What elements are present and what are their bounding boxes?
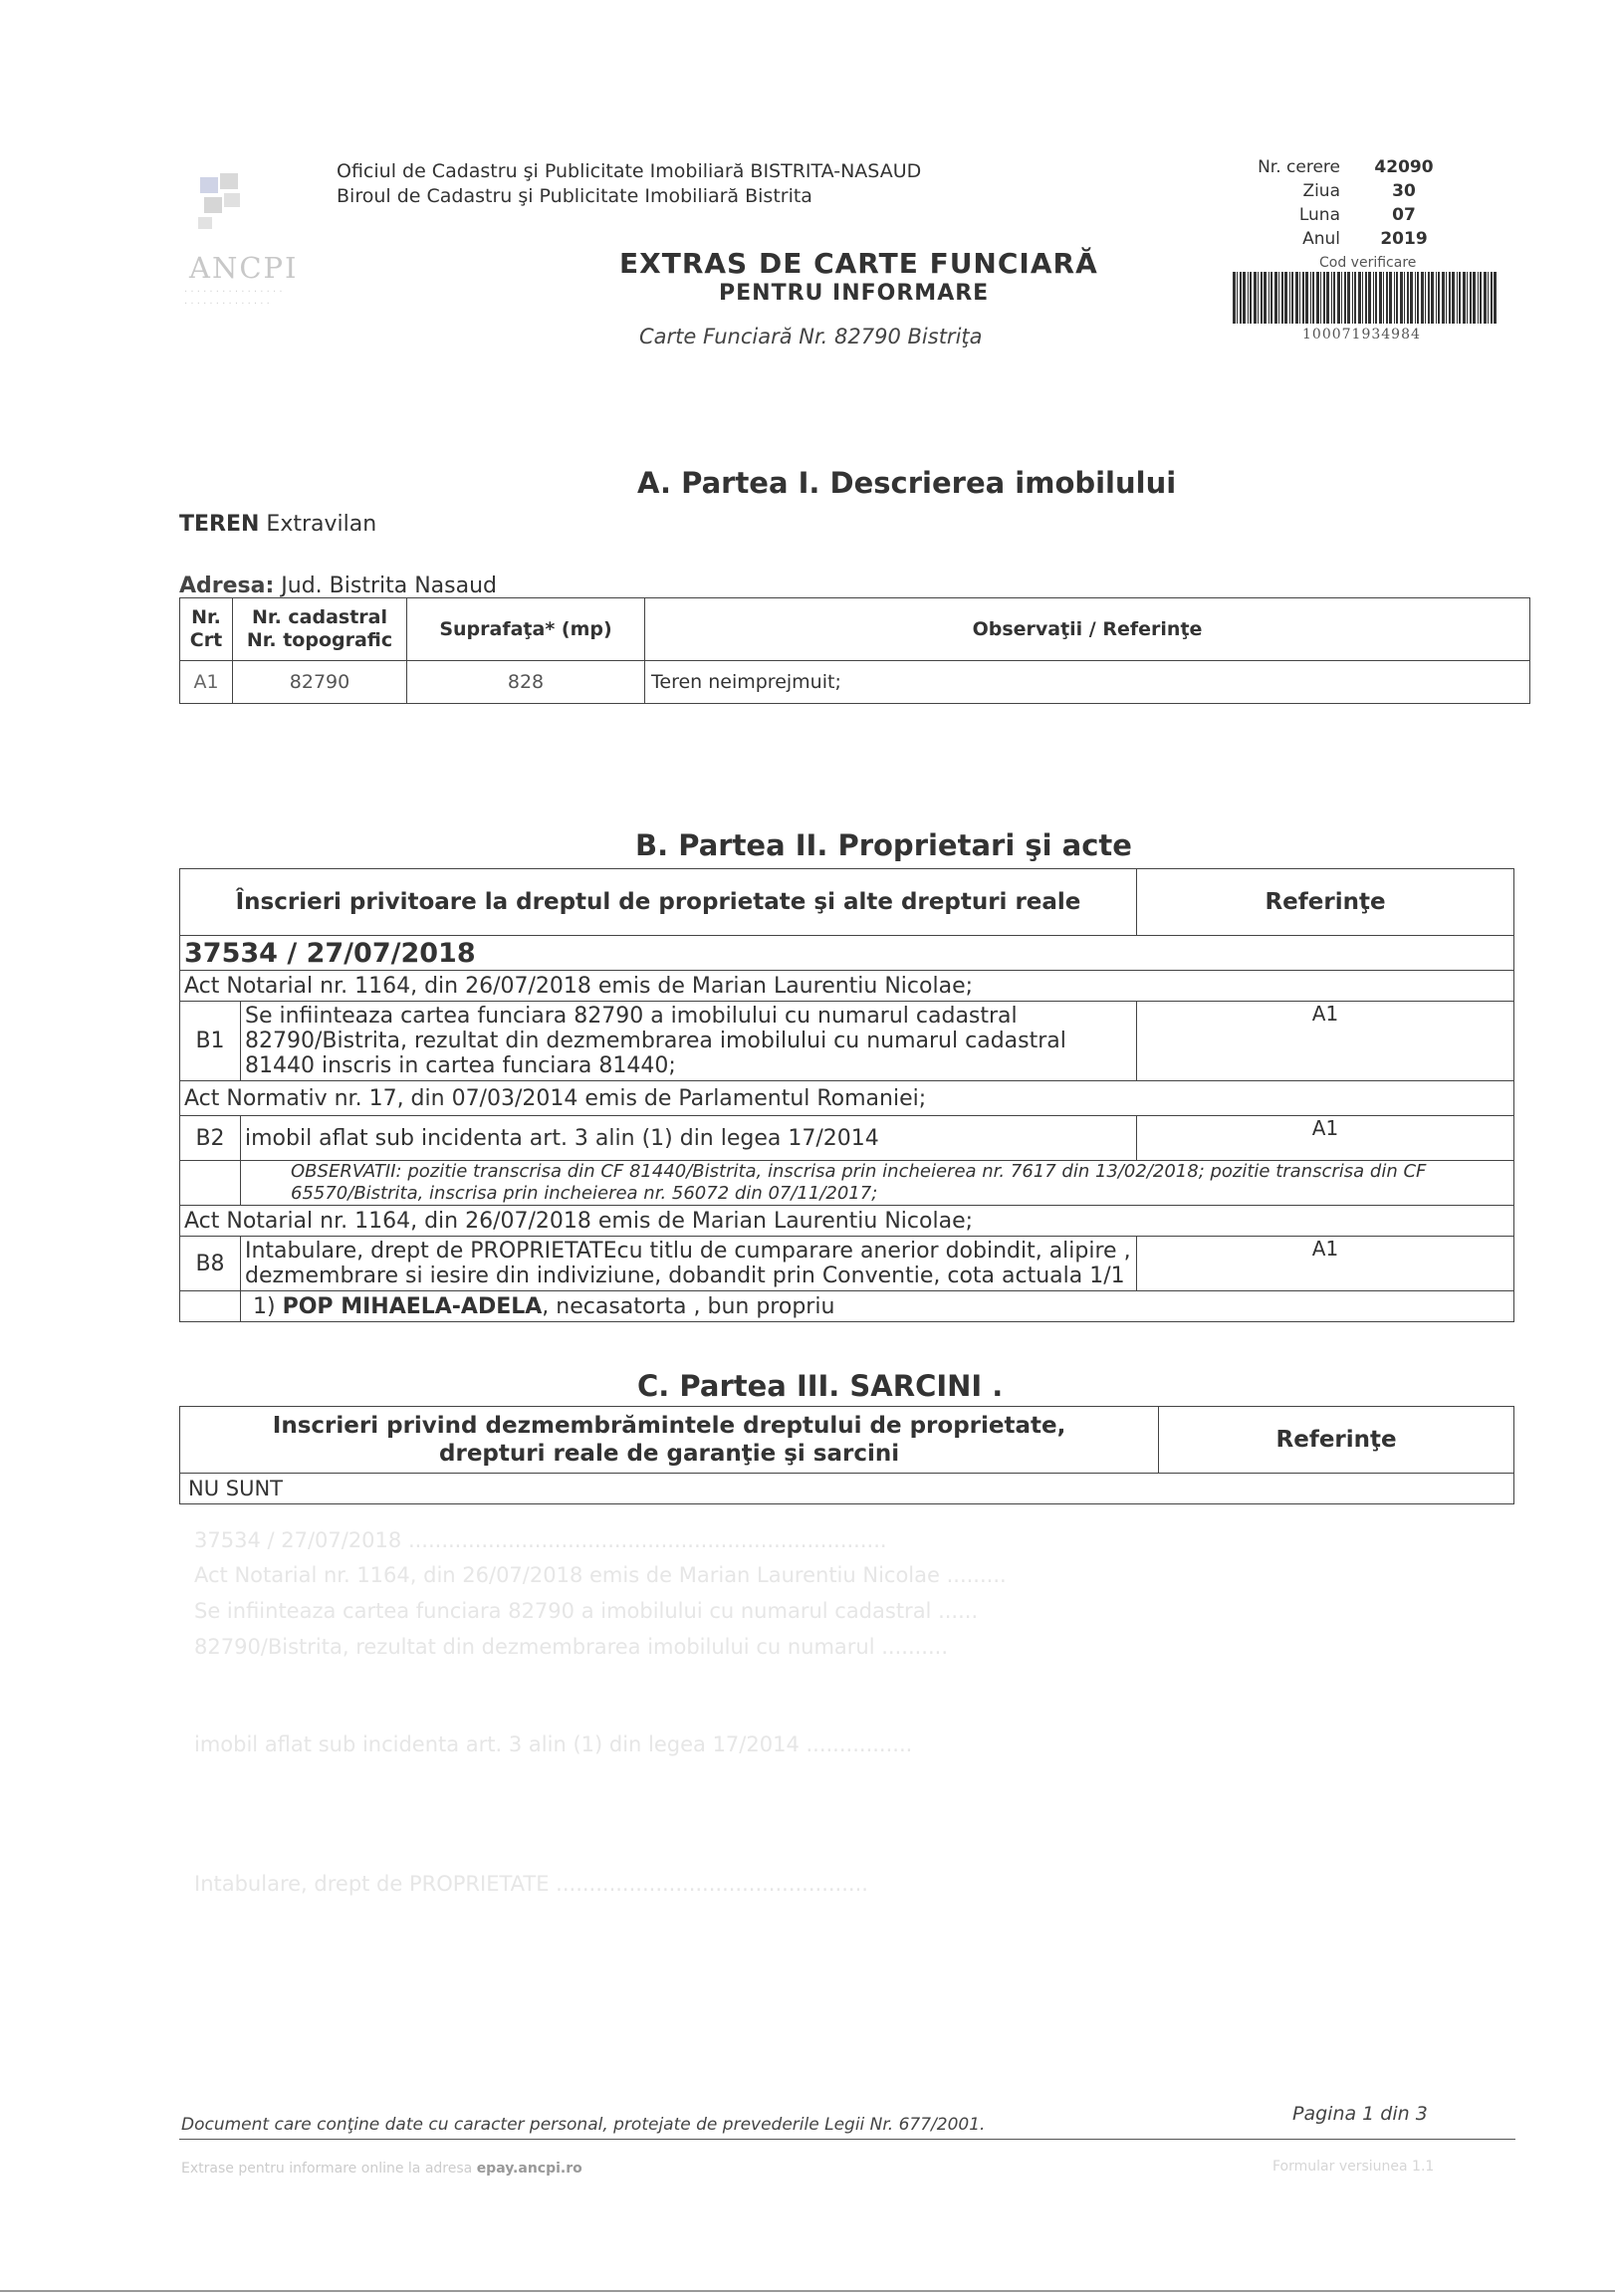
col-sarcini: Inscrieri privind dezmembrămintele dreptului de proprietate, drepturi reale de garanţie şi sarcini xyxy=(180,1407,1159,1474)
empty-cell xyxy=(180,1161,241,1206)
document-title: EXTRAS DE CARTE FUNCIARĂ xyxy=(619,247,1098,280)
part-c-title: C. Partea III. SARCINI . xyxy=(637,1369,1004,1403)
carte-funciara-number: Carte Funciară Nr. 82790 Bistriţa xyxy=(639,325,983,348)
barcode-bar xyxy=(1478,272,1479,324)
entry-ref-b2: A1 xyxy=(1137,1116,1514,1161)
teren-bold: TEREN xyxy=(179,512,260,537)
barcode-bar xyxy=(1352,272,1353,324)
ghost-text: Intabulare, drept de PROPRIETATE ............................................... xyxy=(194,1872,868,1896)
barcode-bar xyxy=(1326,272,1329,324)
entry-id-b1: B1 xyxy=(180,1002,241,1081)
barcode-bar xyxy=(1431,272,1434,324)
col-suprafata: Suprafaţa* (mp) xyxy=(407,598,645,661)
table-row xyxy=(180,1161,1514,1206)
footer-note: Document care conţine date cu caracter personal, protejate de prevederile Legii Nr. 677/2001. xyxy=(181,2115,986,2135)
barcode-bar xyxy=(1386,272,1388,324)
barcode-bar xyxy=(1459,272,1461,324)
barcode-bar xyxy=(1233,272,1236,324)
barcode-bar xyxy=(1278,272,1279,324)
ghost-text: imobil aflat sub incidenta art. 3 alin (1) din legea 17/2014 ................ xyxy=(194,1732,913,1756)
barcode-bar xyxy=(1480,272,1482,324)
cell-suprafata: 828 xyxy=(407,661,645,704)
part-a-title: A. Partea I. Descrierea imobilului xyxy=(637,466,1177,500)
barcode-bar xyxy=(1396,272,1398,324)
act-notarial-2: Act Notarial nr. 1164, din 26/07/2018 emis de Marian Laurentiu Nicolae; xyxy=(180,1206,1514,1237)
entry-ref-b1: A1 xyxy=(1137,1002,1514,1081)
empty-cell xyxy=(180,1291,241,1322)
barcode-bar xyxy=(1425,272,1426,324)
barcode-bar xyxy=(1362,272,1363,324)
barcode-bar xyxy=(1291,272,1293,324)
barcode-bar xyxy=(1243,272,1246,324)
barcode-bar xyxy=(1446,272,1447,324)
col-observatii: Observaţii / Referinţe xyxy=(645,598,1530,661)
request-value: 07 xyxy=(1392,205,1416,225)
barcode-bar xyxy=(1258,272,1259,324)
entry-ref-b8: A1 xyxy=(1137,1237,1514,1291)
table-row xyxy=(180,1116,1514,1161)
table-row xyxy=(180,1002,1514,1081)
part-c-table xyxy=(179,1406,1514,1504)
owner-line xyxy=(241,1291,1514,1322)
barcode-bar xyxy=(1320,272,1321,324)
col-inscrieri: Înscrieri privitoare la dreptul de proprietate şi alte drepturi reale xyxy=(180,869,1137,936)
barcode-bar xyxy=(1389,272,1392,324)
office-line-2: Biroul de Cadastru şi Publicitate Imobiliară Bistrita xyxy=(337,185,812,207)
request-value: 2019 xyxy=(1380,229,1428,249)
request-value: 42090 xyxy=(1374,157,1434,177)
barcode-bar xyxy=(1299,272,1300,324)
barcode-bar xyxy=(1323,272,1325,324)
entry-id-b2: B2 xyxy=(180,1116,241,1161)
act-notarial-1: Act Notarial nr. 1164, din 26/07/2018 emis de Marian Laurentiu Nicolae; xyxy=(180,971,1514,1002)
owner-details: , necasatorta , bun propriu xyxy=(542,1293,835,1319)
barcode-bar xyxy=(1254,272,1257,324)
table-row xyxy=(180,661,1530,704)
barcode-bar xyxy=(1428,272,1430,324)
observatii-note: OBSERVATII: pozitie transcrisa din CF 81440/Bistrita, inscrisa prin incheierea nr. 7617 din 13/02/2018; pozitie transcrisa din CF 65570/Bistrita, inscrisa prin incheierea nr. 56072 din 07/11/2017; xyxy=(241,1161,1514,1206)
barcode-bar xyxy=(1347,272,1350,324)
barcode-bar xyxy=(1354,272,1356,324)
barcode-bar xyxy=(1240,272,1242,324)
barcode-bar xyxy=(1368,272,1371,324)
barcode-bar xyxy=(1473,272,1476,324)
cell-cadastral: 82790 xyxy=(233,661,407,704)
barcode-bar xyxy=(1312,272,1314,324)
entry-number: 37534 / 27/07/2018 xyxy=(180,936,1514,971)
ancpi-logo-icon xyxy=(194,169,262,239)
barcode-bar xyxy=(1274,272,1277,324)
request-label: Anul xyxy=(1302,229,1340,249)
entry-id-b8: B8 xyxy=(180,1237,241,1291)
barcode-bar xyxy=(1341,272,1342,324)
barcode-bar xyxy=(1344,272,1346,324)
table-row xyxy=(180,1081,1514,1116)
teren-type: Extravilan xyxy=(259,512,377,537)
barcode xyxy=(1233,272,1500,324)
barcode-bar xyxy=(1365,272,1367,324)
part-b-table xyxy=(179,868,1514,1322)
part-b-title: B. Partea II. Proprietari şi acte xyxy=(635,828,1132,862)
act-normativ: Act Normativ nr. 17, din 07/03/2014 emis de Parlamentul Romaniei; xyxy=(180,1081,1514,1116)
barcode-bar xyxy=(1237,272,1238,324)
table-row xyxy=(180,971,1514,1002)
footer-divider xyxy=(179,2139,1515,2140)
barcode-bar xyxy=(1250,272,1252,324)
request-label: Ziua xyxy=(1302,181,1340,201)
logo-text: ANCPI xyxy=(189,251,299,285)
entry-text-b2: imobil aflat sub incidenta art. 3 alin (1) din legea 17/2014 xyxy=(241,1116,1137,1161)
document-subtitle: PENTRU INFORMARE xyxy=(719,281,990,306)
cell-nr: A1 xyxy=(180,661,233,704)
owner-name: POP MIHAELA-ADELA xyxy=(282,1293,543,1319)
barcode-bar xyxy=(1305,272,1308,324)
barcode-bar xyxy=(1417,272,1419,324)
col-nr-crt: Nr. Crt xyxy=(180,598,233,661)
barcode-bar xyxy=(1470,272,1472,324)
barcode-bar xyxy=(1295,272,1298,324)
barcode-bar xyxy=(1404,272,1405,324)
cod-verificare-label: Cod verificare xyxy=(1319,255,1417,271)
col-referinte-c: Referinţe xyxy=(1159,1407,1514,1474)
request-label: Nr. cerere xyxy=(1258,157,1340,177)
table-row xyxy=(180,936,1514,971)
table-row xyxy=(180,1291,1514,1322)
form-version: Formular versiunea 1.1 xyxy=(1272,2159,1435,2175)
barcode-bar xyxy=(1302,272,1304,324)
ghost-text: Se infiinteaza cartea funciara 82790 a imobilului cu numarul cadastral ...... xyxy=(194,1599,979,1623)
table-row xyxy=(180,1474,1514,1504)
ghost-text: Act Notarial nr. 1164, din 26/07/2018 emis de Marian Laurentiu Nicolae ......... xyxy=(194,1563,1007,1587)
teren-label xyxy=(179,512,376,537)
sarcini-value: NU SUNT xyxy=(180,1474,1514,1504)
table-row xyxy=(180,1206,1514,1237)
entry-text-b1: Se infiinteaza cartea funciara 82790 a imobilului cu numarul cadastral 82790/Bistrita, rezultat din dezmembrarea imobilului cu numarul cadastral 81440 inscris in cartea funciara 81440; xyxy=(241,1002,1137,1081)
cell-observatii: Teren neimprejmuit; xyxy=(645,661,1530,704)
barcode-bar xyxy=(1457,272,1458,324)
barcode-bar xyxy=(1358,272,1361,324)
adresa xyxy=(179,574,497,598)
barcode-bar xyxy=(1463,272,1466,324)
barcode-bar xyxy=(1379,272,1382,324)
barcode-bar xyxy=(1261,272,1263,324)
footer-link-text xyxy=(181,2161,582,2177)
barcode-bar xyxy=(1415,272,1416,324)
page-number: Pagina 1 din 3 xyxy=(1292,2103,1428,2125)
barcode-bar xyxy=(1281,272,1283,324)
barcode-bar xyxy=(1484,272,1487,324)
office-line-1: Oficiul de Cadastru şi Publicitate Imobiliară BISTRITA-NASAUD xyxy=(337,160,922,182)
barcode-bar xyxy=(1410,272,1413,324)
barcode-bar xyxy=(1284,272,1287,324)
barcode-bar xyxy=(1491,272,1493,324)
ghost-text: 37534 / 27/07/2018 ........................................................................ xyxy=(194,1528,887,1552)
request-value: 30 xyxy=(1392,181,1416,201)
part-a-table xyxy=(179,597,1530,704)
entry-text-b8: Intabulare, drept de PROPRIETATEcu titlu de cumparare anerior dobindit, alipire , dezmembrare si iesire din indiviziune, dobandit prin Conventie, cota actuala 1/1 xyxy=(241,1237,1137,1291)
barcode-bar xyxy=(1316,272,1319,324)
barcode-bar xyxy=(1270,272,1272,324)
barcode-bar xyxy=(1394,272,1395,324)
adresa-label: Adresa: xyxy=(179,574,275,598)
table-row xyxy=(180,1237,1514,1291)
barcode-bar xyxy=(1310,272,1311,324)
barcode-bar xyxy=(1442,272,1445,324)
col-nr-cadastral: Nr. cadastral Nr. topografic xyxy=(233,598,407,661)
barcode-bar xyxy=(1452,272,1455,324)
col-referinte: Referinţe xyxy=(1137,869,1514,936)
barcode-bar xyxy=(1331,272,1332,324)
barcode-bar xyxy=(1373,272,1374,324)
footer-link-prefix: Extrase pentru informare online la adresa xyxy=(181,2161,477,2177)
barcode-bar xyxy=(1421,272,1424,324)
adresa-value: Jud. Bistrita Nasaud xyxy=(274,574,498,598)
owner-number: 1) xyxy=(253,1293,276,1319)
scan-edge-line xyxy=(0,2290,1615,2292)
barcode-bar xyxy=(1400,272,1403,324)
barcode-bar xyxy=(1383,272,1384,324)
barcode-bar xyxy=(1264,272,1267,324)
barcode-bar xyxy=(1248,272,1249,324)
barcode-bar xyxy=(1333,272,1335,324)
barcode-bar xyxy=(1337,272,1340,324)
barcode-bar xyxy=(1407,272,1409,324)
barcode-bar xyxy=(1494,272,1497,324)
footer-link[interactable]: epay.ancpi.ro xyxy=(476,2161,582,2177)
request-label: Luna xyxy=(1298,205,1340,225)
barcode-bar xyxy=(1449,272,1451,324)
barcode-bar xyxy=(1289,272,1290,324)
barcode-bar xyxy=(1436,272,1437,324)
ghost-text: 82790/Bistrita, rezultat din dezmembrarea imobilului cu numarul .......... xyxy=(194,1635,948,1659)
barcode-number: 100071934984 xyxy=(1302,327,1421,343)
barcode-bar xyxy=(1375,272,1377,324)
barcode-bar xyxy=(1488,272,1489,324)
barcode-bar xyxy=(1438,272,1440,324)
office-header xyxy=(337,159,921,209)
barcode-bar xyxy=(1467,272,1468,324)
logo-subtitle: · · · · · · · · · · · · · · · · · · · · · · · · · · · · · · xyxy=(184,287,283,310)
